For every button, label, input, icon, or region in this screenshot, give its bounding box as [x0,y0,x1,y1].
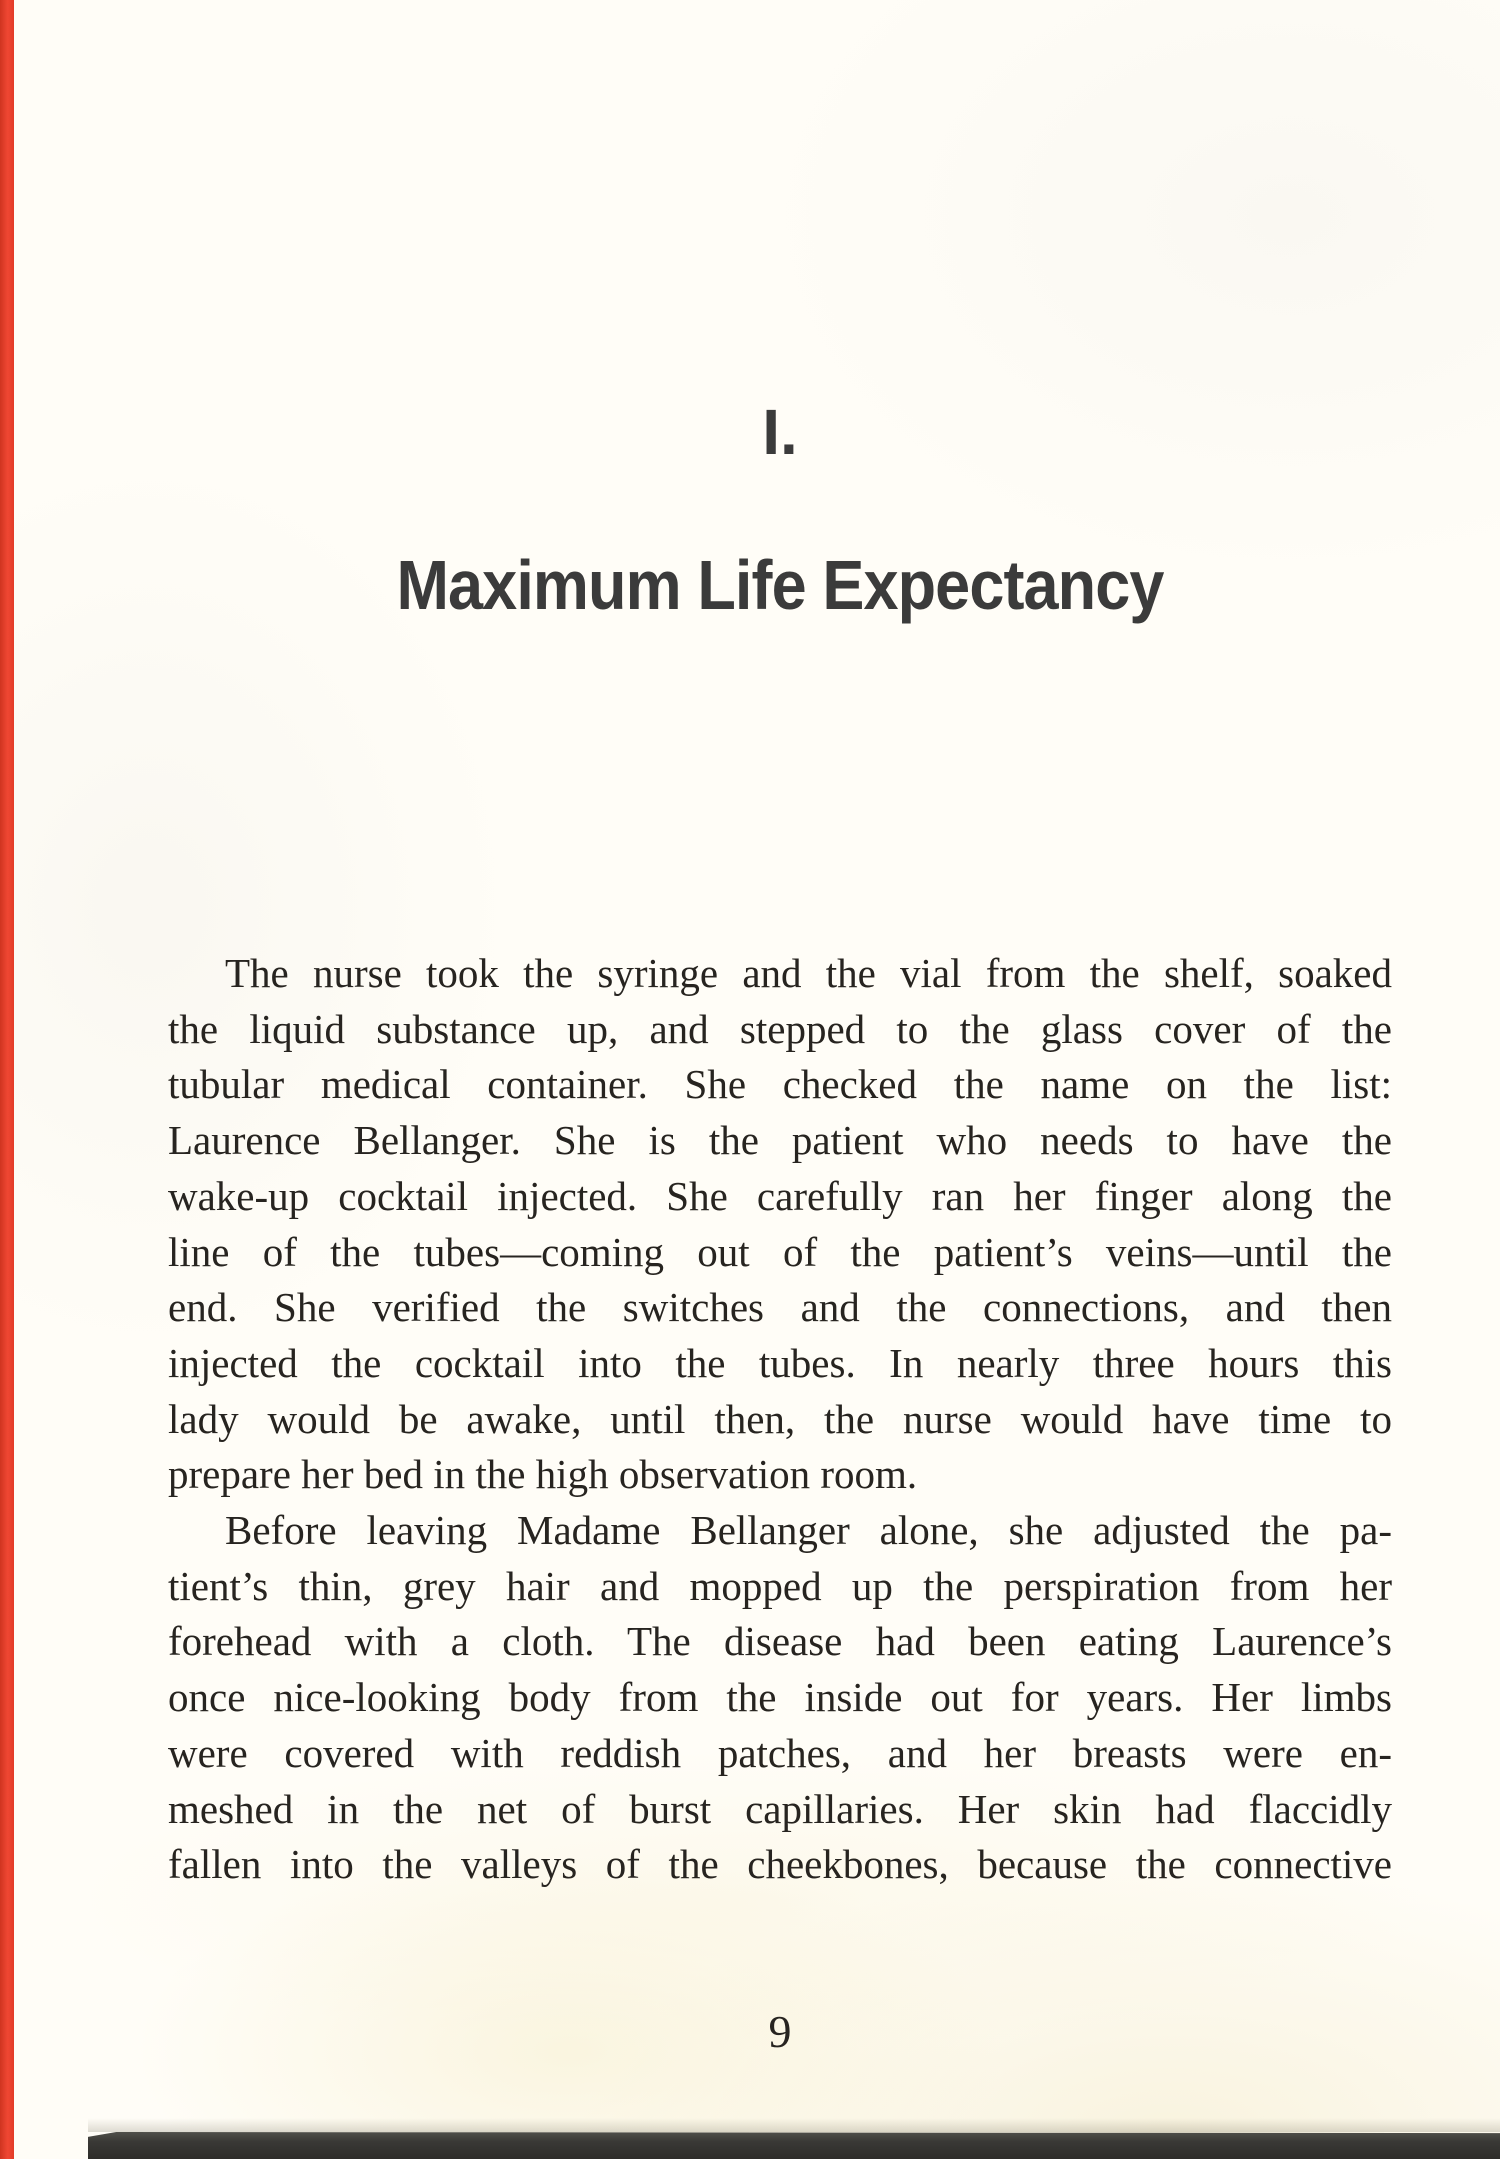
text-line: once nice-looking body from the inside out for years. Her limbs [168,1674,1392,1721]
paragraph [168,946,1392,1503]
text-line: Laurence Bellanger. She is the patient who needs to have the [168,1117,1392,1164]
text-line: injected the cocktail into the tubes. In nearly three hours this [168,1339,1392,1386]
text-line: prepare her bed in the high observation room. [168,1451,918,1498]
scan-edge-red-strip [0,0,14,2159]
text-line: Before leaving Madame Bellanger alone, she adjusted the pa- [225,1507,1392,1554]
scan-shadow [88,2118,1500,2132]
text-line: forehead with a cloth. The disease had been eating Laurence’s [168,1618,1392,1665]
body-text [168,946,1392,1893]
text-line: wake-up cocktail injected. She carefully ran her finger along the [168,1172,1392,1219]
chapter-number: I. [762,396,798,468]
paragraph [168,1503,1392,1893]
text-line: fallen into the valleys of the cheekbones, because the connective [168,1841,1392,1888]
chapter-title: Maximum Life Expectancy [396,546,1164,624]
text-line: end. She verified the switches and the connections, and then [168,1284,1392,1331]
text-line: meshed in the net of burst capillaries. Her skin had flaccidly [168,1785,1392,1832]
text-line: the liquid substance up, and stepped to the glass cover of the [168,1005,1392,1052]
page-number: 9 [768,2006,792,2057]
text-line: The nurse took the syringe and the vial from the shelf, soaked [225,950,1392,996]
text-line: were covered with reddish patches, and her breasts were en- [168,1729,1392,1776]
scan-edge-dark-band [88,2132,1500,2159]
text-line: tubular medical container. She checked the name on the list: [168,1061,1392,1108]
text-line: tient’s thin, grey hair and mopped up the perspiration from her [168,1562,1392,1609]
text-line: lady would be awake, until then, the nurse would have time to [168,1395,1392,1442]
text-line: line of the tubes—coming out of the patient’s veins—until the [168,1228,1392,1275]
